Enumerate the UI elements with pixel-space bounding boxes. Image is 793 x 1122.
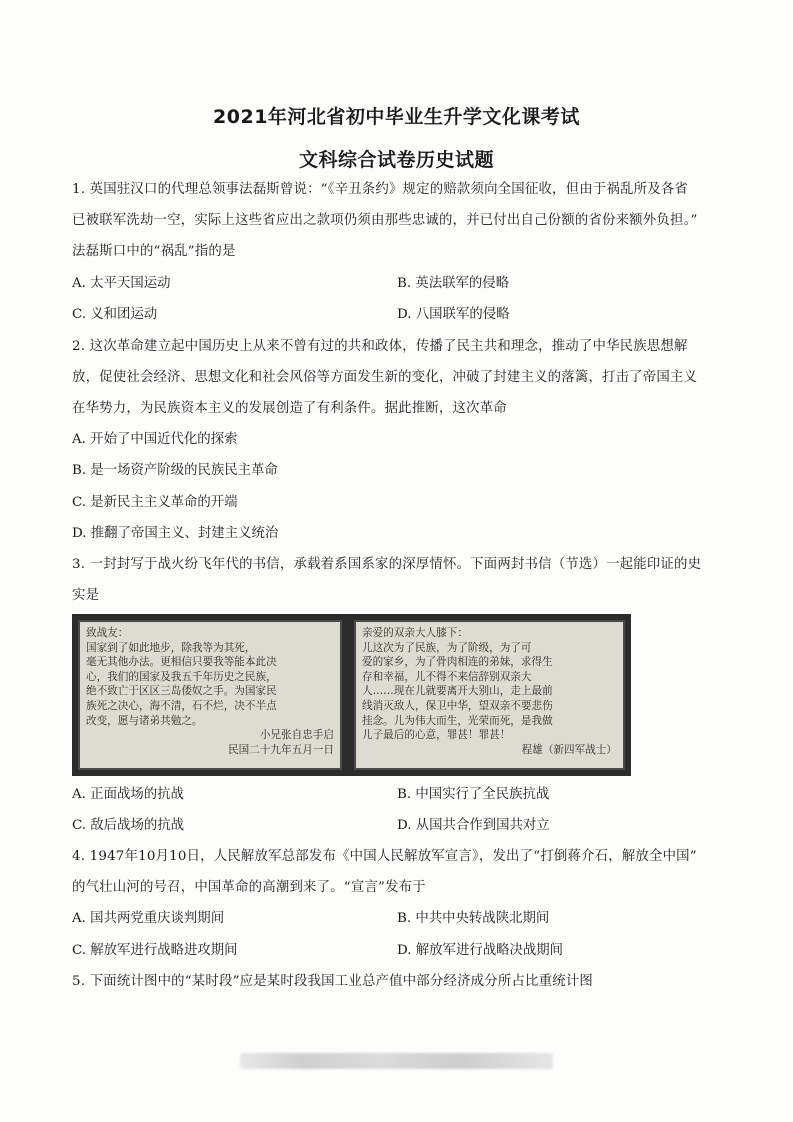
question-1-line-3: 法磊斯口中的“祸乱”指的是 <box>72 244 236 259</box>
question-1-line-2: 已被联军洗劫一空，实际上这些省应出之款项仍须由那些忠诚的，并已付出自己份额的省份来额外负担。” <box>72 213 698 228</box>
letter-right-line: 线消灭敌人，保卫中华，望双亲不要悲伤 <box>362 699 553 712</box>
question-1-option-a: A. 太平天国运动 <box>72 276 171 291</box>
letter-right-line: 儿这次为了民族，为了阶级，为了可 <box>362 641 532 654</box>
page-subtitle: 文科综合试卷历史试题 <box>298 149 494 171</box>
letters-photo <box>72 614 631 776</box>
question-3-option-a: A. 正面战场的抗战 <box>72 787 184 802</box>
blurred-footer-watermark <box>240 1053 553 1069</box>
letter-right-line: 存和幸福，儿不得不来信辞别双亲大 <box>362 670 532 683</box>
question-3-line-1: 3. 一封封写于战火纷飞年代的书信，承载着系国系家的深厚情怀。下面两封书信（节选）一起能印证的史 <box>72 557 702 572</box>
letter-left-date: 民国二十九年五月一日 <box>228 743 334 756</box>
letter-left-line: 绝不致亡于区区三岛倭奴之手。为国家民 <box>86 685 277 698</box>
question-3-option-d: D. 从国共合作到国共对立 <box>397 818 550 833</box>
question-1-option-c: C. 义和团运动 <box>72 307 158 322</box>
letter-left-line: 国家到了如此地步，除我等为其死， <box>86 641 256 654</box>
letter-left-line: 族死之决心，海不清，石不烂，决不半点 <box>86 699 277 712</box>
question-4-line-1: 4. 1947年10月10日，人民解放军总部发布《中国人民解放军宣言》，发出了“打倒蒋介石，解放全中国” <box>72 849 697 864</box>
letter-left-line: 改变，愿与诸弟共勉之。 <box>86 714 203 727</box>
question-2-option-d: D. 推翻了帝国主义、封建主义统治 <box>72 526 279 541</box>
question-4-line-2: 的气壮山河的号召，中国革命的高潮到来了。“宣言”发布于 <box>72 880 426 895</box>
letter-right-line: 儿子最后的心意，罪甚！罪甚！ <box>362 729 511 742</box>
question-3-option-c: C. 敌后战场的抗战 <box>72 818 185 833</box>
question-5-line-1: 5. 下面统计图中的“某时段”应是某时段我国工业总产值中部分经济成分所占比重统计图 <box>72 974 593 989</box>
page-title: 2021年河北省初中毕业生升学文化课考试 <box>213 106 580 128</box>
letter-right-line: 爱的家乡，为了骨肉相连的弟妹，求得生 <box>362 656 553 669</box>
question-2-line-3: 在华势力，为民族资本主义的发展创造了有利条件。据此推断，这次革命 <box>72 401 507 416</box>
letter-left-line: 心，我们的国家及我五千年历史之民族， <box>86 670 277 683</box>
question-3-line-2: 实是 <box>72 588 100 603</box>
question-1-option-d: D. 八国联军的侵略 <box>397 307 510 322</box>
question-4-option-b: B. 中共中央转战陕北期间 <box>397 911 550 926</box>
question-3-option-b: B. 中国实行了全民族抗战 <box>397 787 550 802</box>
question-1-line-1: 1. 英国驻汉口的代理总领事法磊斯曾说：“《辛丑条约》规定的赔款须向全国征收，但由于祸乱所及各省 <box>72 182 688 197</box>
question-4-option-c: C. 解放军进行战略进攻期间 <box>72 943 238 958</box>
question-2-option-b: B. 是一场资产阶级的民族民主革命 <box>72 463 278 478</box>
question-4-option-a: A. 国共两党重庆谈判期间 <box>72 911 225 926</box>
letter-left-line: 致战友： <box>86 627 129 639</box>
question-2-option-a: A. 开始了中国近代化的探索 <box>72 432 238 447</box>
letter-right-line: 人……现在儿就要离开大别山，走上最前 <box>362 685 553 698</box>
letter-left-signature: 小兄张自忠手启 <box>259 729 334 742</box>
letter-right-line: 挂念。儿为伟大而生，光荣而死，是我做 <box>362 714 553 727</box>
question-4-option-d: D. 解放军进行战略决战期间 <box>397 943 564 958</box>
letter-right-line: 亲爱的双亲大人膝下： <box>362 627 468 639</box>
letter-left-line: 毫无其他办法。更相信只要我等能本此决 <box>86 656 277 669</box>
question-2-line-2: 放，促使社会经济、思想文化和社会风俗等方面发生新的变化，冲破了封建主义的落篱，打击了帝国主义 <box>72 370 698 385</box>
letter-zhang-zizhong <box>78 620 342 770</box>
question-1-option-b: B. 英法联军的侵略 <box>397 276 510 291</box>
letter-cheng-xiong <box>354 620 625 770</box>
letter-right-signature: 程雄（新四军战士） <box>521 743 617 756</box>
question-2-option-c: C. 是新民主主义革命的开端 <box>72 495 238 510</box>
question-2-line-1: 2. 这次革命建立起中国历史上从来不曾有过的共和政体，传播了民主共和理念，推动了中华民族思想解 <box>72 339 688 354</box>
